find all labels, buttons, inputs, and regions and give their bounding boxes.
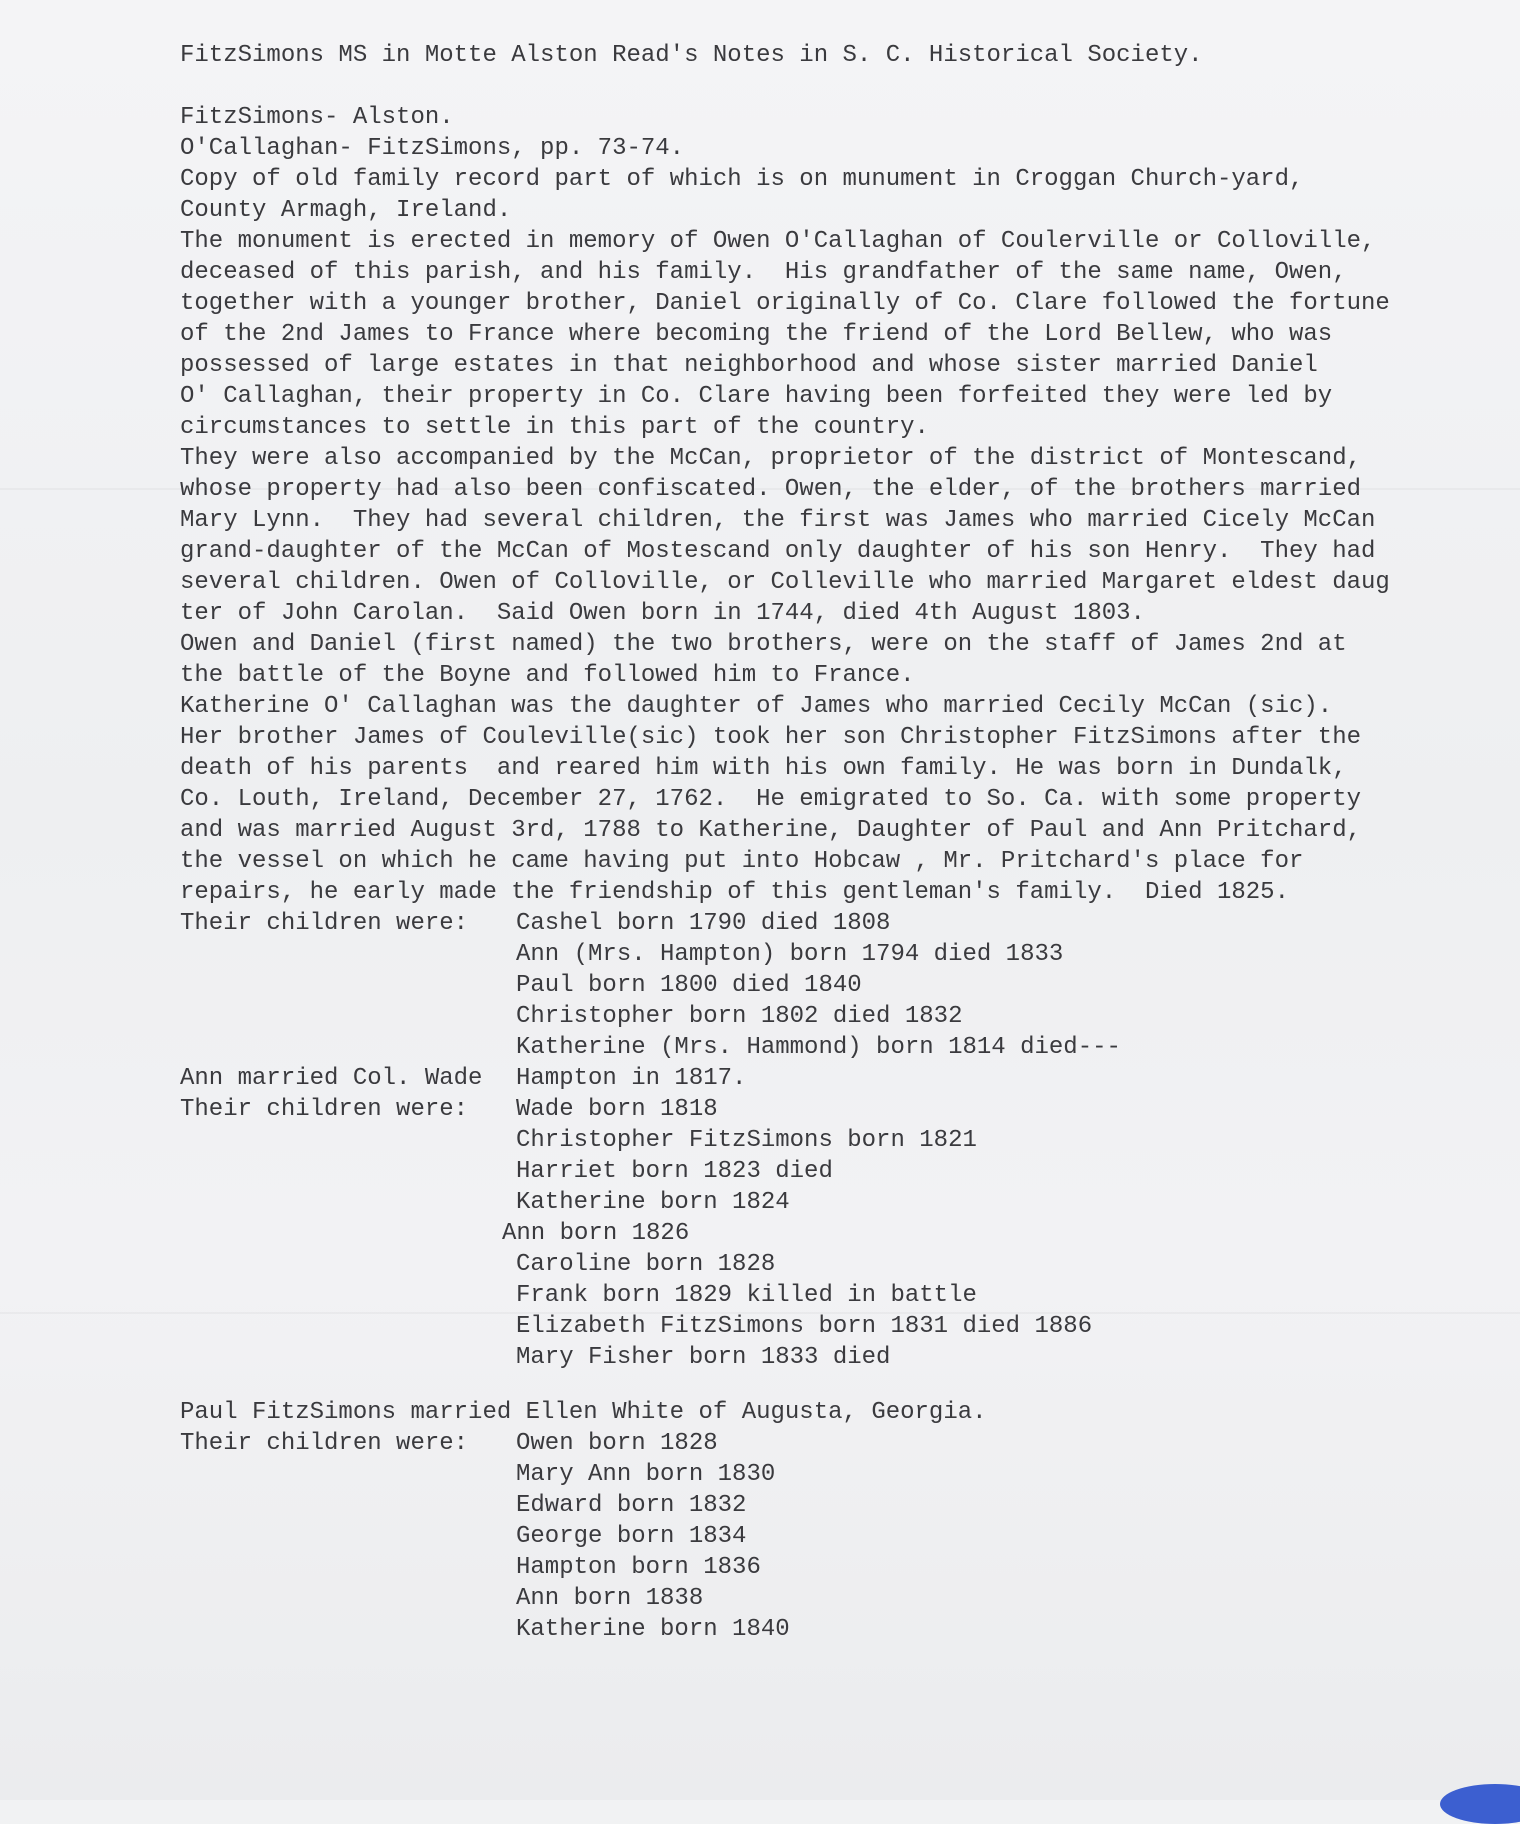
- child-entry: Paul born 1800 died 1840: [516, 972, 862, 999]
- children-list-hampton: [180, 1063, 1490, 1373]
- typed-notes: [180, 40, 1490, 1645]
- text-line: The monument is erected in memory of Owen O'Callaghan of Coulerville or Colloville,: [180, 228, 1376, 255]
- child-entry: Katherine born 1840: [516, 1616, 790, 1643]
- child-entry: Ann born 1826: [502, 1220, 690, 1247]
- marriage-detail: Hampton in 1817.: [516, 1065, 747, 1092]
- child-entry: Elizabeth FitzSimons born 1831 died 1886: [516, 1313, 1093, 1340]
- text-line: and was married August 3rd, 1788 to Katherine, Daughter of Paul and Ann Pritchard,: [180, 817, 1361, 844]
- text-line: Her brother James of Couleville(sic) took her son Christopher FitzSimons after the: [180, 724, 1361, 751]
- text-line: the vessel on which he came having put into Hobcaw , Mr. Pritchard's place for: [180, 848, 1304, 875]
- child-entry: Cashel born 1790 died 1808: [516, 910, 891, 937]
- child-entry: Frank born 1829 killed in battle: [516, 1282, 977, 1309]
- heading-ocallaghan-fitzsimons: O'Callaghan- FitzSimons, pp. 73-74.: [180, 135, 685, 162]
- child-entry: Christopher FitzSimons born 1821: [516, 1127, 977, 1154]
- text-line: Copy of old family record part of which is on munument in Croggan Church-yard,: [180, 166, 1304, 193]
- text-line: circumstances to settle in this part of the country.: [180, 414, 929, 441]
- text-line: deceased of this parish, and his family. His grandfather of the same name, Owen,: [180, 259, 1347, 286]
- family-record-paragraph: [180, 164, 1490, 908]
- child-entry: Hampton born 1836: [516, 1554, 761, 1581]
- children-label: Their children were:: [180, 1096, 469, 1123]
- document-title: FitzSimons MS in Motte Alston Read's Notes in S. C. Historical Society.: [180, 42, 1203, 69]
- text-line: together with a younger brother, Daniel originally of Co. Clare followed the fortune: [180, 290, 1390, 317]
- child-entry: George born 1834: [516, 1523, 747, 1550]
- text-line: They were also accompanied by the McCan, proprietor of the district of Montescand,: [180, 445, 1361, 472]
- text-line: Mary Lynn. They had several children, the first was James who married Cicely McCan: [180, 507, 1376, 534]
- text-line: of the 2nd James to France where becoming the friend of the Lord Bellew, who was: [180, 321, 1333, 348]
- marriage-label: Ann married Col. Wade: [180, 1065, 483, 1092]
- children-label: Their children were:: [180, 1430, 469, 1457]
- text-line: Owen and Daniel (first named) the two brothers, were on the staff of James 2nd at: [180, 631, 1347, 658]
- text-line: several children. Owen of Colloville, or Colleville who married Margaret eldest daug: [180, 569, 1390, 596]
- child-entry: Ann born 1838: [516, 1585, 704, 1612]
- marriage-line: Paul FitzSimons married Ellen White of Augusta, Georgia.: [180, 1399, 987, 1426]
- text-line: O' Callaghan, their property in Co. Clare having been forfeited they were led by: [180, 383, 1333, 410]
- child-entry: Harriet born 1823 died: [516, 1158, 833, 1185]
- text-line: Co. Louth, Ireland, December 27, 1762. He emigrated to So. Ca. with some property: [180, 786, 1361, 813]
- children-label: Their children were:: [180, 910, 469, 937]
- text-line: possessed of large estates in that neighborhood and whose sister married Daniel: [180, 352, 1318, 379]
- text-line: repairs, he early made the friendship of this gentleman's family. Died 1825.: [180, 879, 1289, 906]
- children-list-paul-fitzsimons: [180, 1397, 1490, 1645]
- child-entry: Mary Fisher born 1833 died: [516, 1344, 891, 1371]
- child-entry: Katherine born 1824: [516, 1189, 790, 1216]
- child-entry: Caroline born 1828: [516, 1251, 776, 1278]
- text-line: ter of John Carolan. Said Owen born in 1744, died 4th August 1803.: [180, 600, 1145, 627]
- blue-marker-mark: [1440, 1784, 1520, 1824]
- text-line: grand-daughter of the McCan of Mostescand only daughter of his son Henry. They had: [180, 538, 1376, 565]
- text-line: whose property had also been confiscated. Owen, the elder, of the brothers married: [180, 476, 1361, 503]
- child-entry: Wade born 1818: [516, 1096, 718, 1123]
- text-line: death of his parents and reared him with his own family. He was born in Dundalk,: [180, 755, 1347, 782]
- heading-fitzsimons-alston: FitzSimons- Alston.: [180, 104, 454, 131]
- child-entry: Ann (Mrs. Hampton) born 1794 died 1833: [516, 941, 1064, 968]
- children-list-fitzsimons: [180, 908, 1490, 1063]
- text-line: the battle of the Boyne and followed him to France.: [180, 662, 915, 689]
- text-line: Katherine O' Callaghan was the daughter of James who married Cecily McCan (sic).: [180, 693, 1333, 720]
- child-entry: Christopher born 1802 died 1832: [516, 1003, 963, 1030]
- child-entry: Mary Ann born 1830: [516, 1461, 776, 1488]
- text-line: County Armagh, Ireland.: [180, 197, 512, 224]
- child-entry: Owen born 1828: [516, 1430, 718, 1457]
- child-entry: Katherine (Mrs. Hammond) born 1814 died---: [516, 1034, 1121, 1061]
- child-entry: Edward born 1832: [516, 1492, 747, 1519]
